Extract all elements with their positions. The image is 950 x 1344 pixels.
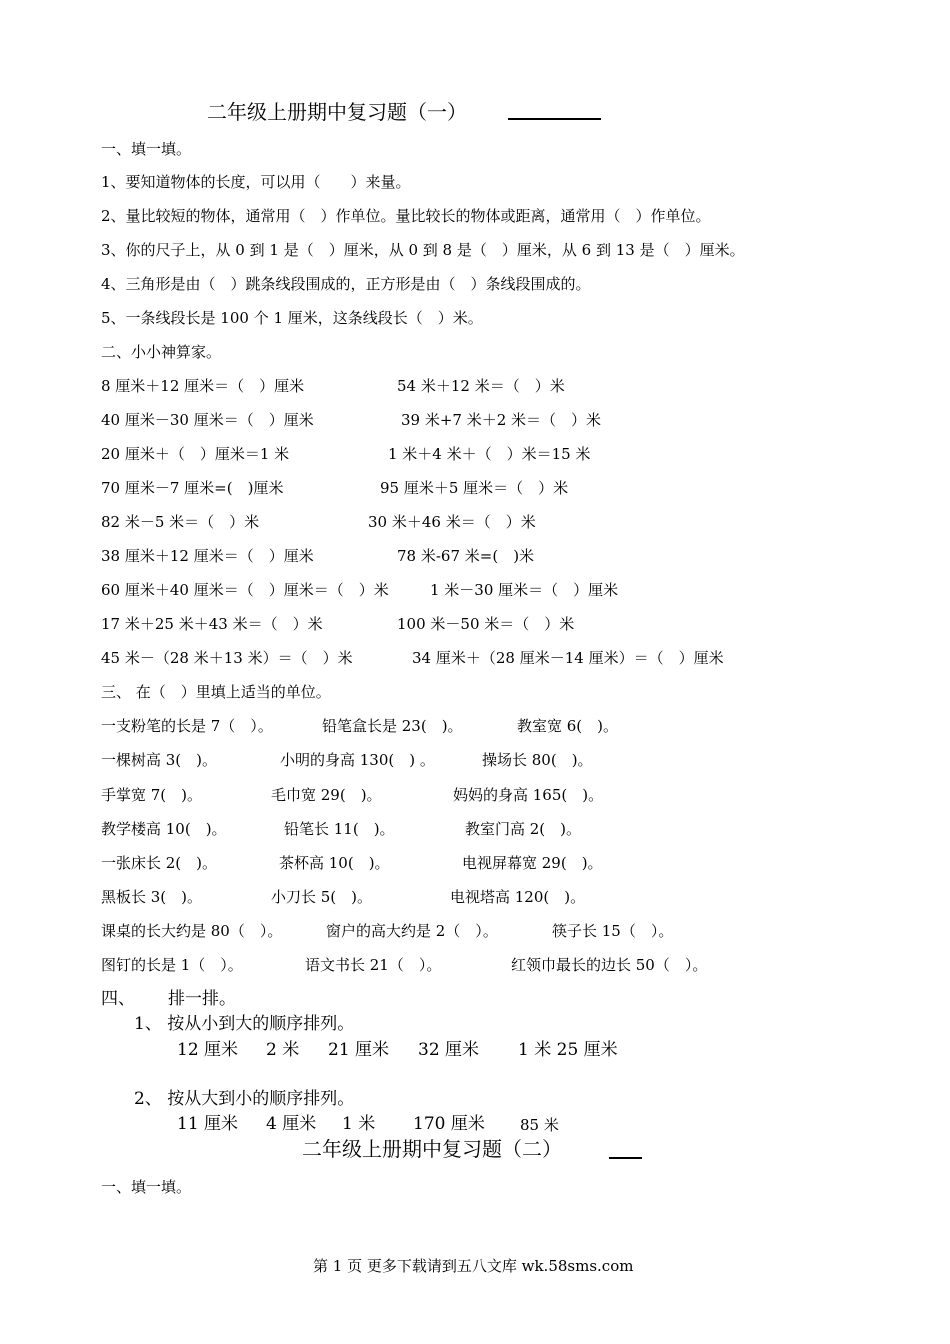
order-item: 4 厘米 (266, 1114, 317, 1134)
unit-item: 茶杯高 10( )。 (279, 854, 390, 872)
name-blank-line (508, 118, 601, 120)
calc-item: 20 厘米＋（ ）厘米＝1 米 (101, 445, 290, 463)
unit-item: 教学楼高 10( )。 (101, 820, 227, 838)
calc-item: 30 米＋46 米＝（ ）米 (368, 513, 536, 531)
unit-item: 课桌的长大约是 80（ ）。 (101, 922, 283, 940)
unit-item: 语文书长 21（ ）。 (305, 956, 442, 974)
section-5-heading: 一、填一填。 (101, 1178, 192, 1196)
calc-item: 17 米＋25 米＋43 米＝（ ）米 (101, 615, 323, 633)
calc-item: 95 厘米＋5 厘米＝（ ）米 (380, 479, 569, 497)
fill-item: 4、三角形是由（ ）跳条线段围成的，正方形是由（ ）条线段围成的。 (101, 275, 591, 293)
order-item: 1 米 25 厘米 (518, 1040, 618, 1060)
order-question-1: 1、 按从小到大的顺序排列。 (134, 1014, 355, 1034)
unit-item: 一支粉笔的长是 7（ ）。 (101, 717, 273, 735)
calc-item: 70 厘米－7 厘米=( )厘米 (101, 479, 284, 497)
unit-item: 手掌宽 7( )。 (101, 786, 203, 804)
calc-item: 78 米-67 米=( )米 (397, 547, 535, 565)
order-item: 12 厘米 (177, 1040, 239, 1060)
calc-item: 8 厘米＋12 厘米＝（ ）厘米 (101, 377, 305, 395)
calc-item: 1 米＋4 米＋（ ）米＝15 米 (388, 445, 591, 463)
order-item: 32 厘米 (418, 1040, 480, 1060)
fill-item: 3、你的尺子上，从 0 到 1 是（ ）厘米，从 0 到 8 是（ ）厘米，从 6 到 13 是（ ）厘米。 (101, 241, 745, 259)
unit-item: 铅笔盒长是 23( )。 (322, 717, 463, 735)
section-2-heading: 二、小小神算家。 (101, 343, 222, 361)
fill-item: 2、量比较短的物体，通常用（ ）作单位。量比较长的物体或距离，通常用（ ）作单位。 (101, 207, 711, 225)
order-item: 2 米 (266, 1040, 300, 1060)
calc-item: 39 米+7 米＋2 米＝（ ）米 (401, 411, 602, 429)
calc-item: 40 厘米－30 厘米＝（ ）厘米 (101, 411, 314, 429)
order-item: 11 厘米 (177, 1114, 239, 1134)
order-item: 170 厘米 (413, 1114, 485, 1134)
unit-item: 电视屏幕宽 29( )。 (462, 854, 603, 872)
unit-item: 小刀长 5( )。 (271, 888, 373, 906)
calc-item: 82 米－5 米＝（ ）米 (101, 513, 260, 531)
calc-item: 45 米－（28 米＋13 米）＝（ ）米 (101, 649, 353, 667)
section-4-heading: 排一排。 (168, 989, 236, 1009)
unit-item: 图钉的长是 1（ ）。 (101, 956, 243, 974)
unit-item: 铅笔长 11( )。 (284, 820, 395, 838)
unit-item: 黑板长 3( )。 (101, 888, 203, 906)
unit-item: 一棵树高 3( )。 (101, 751, 218, 769)
fill-item: 5、一条线段长是 100 个 1 厘米，这条线段长（ ）米。 (101, 309, 483, 327)
order-question-2: 2、 按从大到小的顺序排列。 (134, 1089, 355, 1109)
unit-item: 妈妈的身高 165( )。 (453, 786, 604, 804)
unit-item: 红领巾最长的边长 50（ ）。 (511, 956, 708, 974)
unit-item: 筷子长 15（ ）。 (552, 922, 674, 940)
unit-item: 一张床长 2( )。 (101, 854, 218, 872)
unit-item: 窗户的高大约是 2（ ）。 (326, 922, 498, 940)
section-3-heading: 三、 在（ ）里填上适当的单位。 (101, 683, 331, 701)
page-title-2: 二年级上册期中复习题（二） (302, 1137, 562, 1161)
calc-item: 60 厘米＋40 厘米＝（ ）厘米＝（ ）米 (101, 581, 389, 599)
unit-item: 教室宽 6( )。 (517, 717, 619, 735)
name-blank-line (609, 1157, 642, 1159)
fill-item: 1、要知道物体的长度，可以用（ ）来量。 (101, 173, 411, 191)
page-title-1: 二年级上册期中复习题（一） (207, 100, 467, 124)
section-4-heading-num: 四、 (101, 989, 135, 1009)
unit-item: 教室门高 2( )。 (465, 820, 582, 838)
page-footer: 第 1 页 更多下载请到五八文库 wk.58sms.com (313, 1257, 634, 1275)
calc-item: 54 米＋12 米＝（ ）米 (397, 377, 565, 395)
calc-item: 1 米－30 厘米＝（ ）厘米 (430, 581, 619, 599)
order-item: 85 米 (520, 1116, 559, 1134)
order-item: 21 厘米 (328, 1040, 390, 1060)
unit-item: 操场长 80( )。 (482, 751, 593, 769)
section-1-heading: 一、填一填。 (101, 140, 192, 158)
unit-item: 毛巾宽 29( )。 (271, 786, 382, 804)
unit-item: 小明的身高 130( ) 。 (280, 751, 435, 769)
calc-item: 34 厘米＋（28 厘米－14 厘米）＝（ ）厘米 (412, 649, 724, 667)
unit-item: 电视塔高 120( )。 (450, 888, 586, 906)
calc-item: 38 厘米＋12 厘米＝（ ）厘米 (101, 547, 314, 565)
calc-item: 100 米－50 米＝（ ）米 (397, 615, 575, 633)
order-item: 1 米 (342, 1114, 376, 1134)
